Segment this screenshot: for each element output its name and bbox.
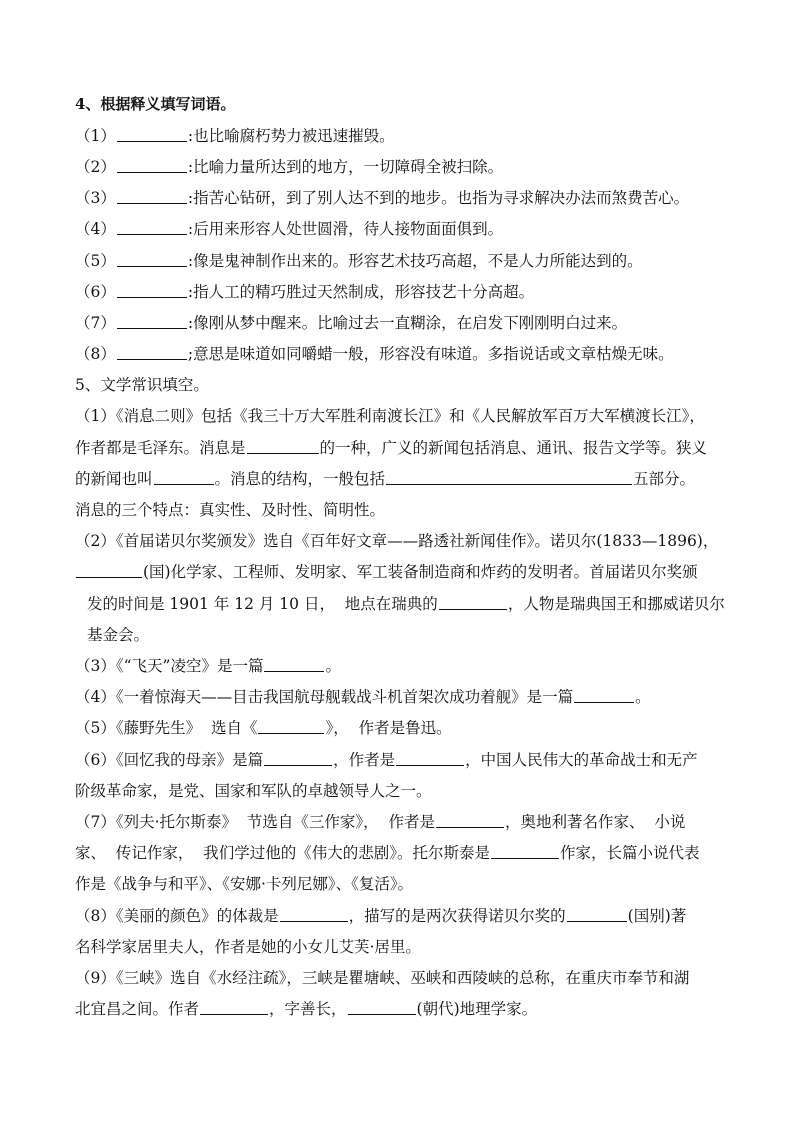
- answer-blank[interactable]: [396, 764, 464, 766]
- answer-blank[interactable]: [117, 233, 187, 235]
- answer-blank[interactable]: [280, 920, 348, 922]
- item-number: （3）: [75, 189, 116, 207]
- q5-line: （5）《藤野先生》 选自《 》， 作者是鲁迅。: [75, 719, 452, 737]
- q9-line-2: 北宜昌之间。作者 ，字善长， (朝代)地理学家。: [75, 1000, 538, 1018]
- answer-blank[interactable]: [247, 452, 319, 454]
- definition-item-2: [75, 152, 503, 184]
- q4-line: （4）《一着惊海天——目击我国航母舰载战斗机首架次成功着舰》是一篇 。: [75, 688, 651, 706]
- answer-blank[interactable]: [264, 764, 332, 766]
- definition-item-5: [75, 246, 643, 278]
- q9-line-1: （9）《三峡》选自《水经注疏》，三峡是瞿塘峡、巫峡和西陵峡的总称，在重庆市奉节和湖: [75, 969, 690, 987]
- q2-line-3: 发的时间是 1901 年 12 月 10 日， 地点在瑞典的 ，人物是瑞典国王和挪威诺贝尔: [87, 595, 725, 613]
- answer-blank[interactable]: [117, 296, 187, 298]
- q6-line-1: （6）《回忆我的母亲》是篇 ，作者是 ，中国人民伟大的革命战士和无产: [75, 751, 698, 769]
- answer-blank[interactable]: [574, 701, 634, 703]
- definition-text: :指人工的精巧胜过天然制成，形容技艺十分高超。: [187, 283, 535, 301]
- q3-line: （3）《“飞天”凌空》是一篇 。: [75, 657, 341, 675]
- item-number: （2）: [75, 158, 116, 176]
- q2-line-1: （2）《首届诺贝尔奖颁发》选自《百年好文章——路透社新闻佳作》。诺贝尔(1833—1896)，: [75, 532, 719, 550]
- definition-item-4: [75, 214, 503, 246]
- definition-text: :也比喻腐朽势力被迅速摧毁。: [187, 127, 395, 145]
- section-5-title: 5、文学常识填空。: [75, 376, 209, 394]
- definition-text: :比喻力量所达到的地方，一切障碍全被扫除。: [187, 158, 504, 176]
- answer-blank[interactable]: [258, 732, 324, 734]
- definition-item-3: [75, 183, 689, 215]
- answer-blank[interactable]: [117, 358, 187, 360]
- definition-text: :像是鬼神制作出来的。形容艺术技巧高超，不是人力所能达到的。: [187, 252, 643, 270]
- answer-blank[interactable]: [117, 327, 187, 329]
- item-number: （5）: [75, 252, 116, 270]
- q2-line-2: (国)化学家、工程师、发明家、军工装备制造商和炸药的发明者。首届诺贝尔奖颁: [75, 557, 698, 589]
- answer-blank[interactable]: [154, 483, 214, 485]
- definition-item-6: [75, 277, 534, 309]
- q1-line-1: （1）《消息二则》包括《我三十万大军胜利南渡长江》和《人民解放军百万大军横渡长江》，: [75, 407, 705, 425]
- answer-blank[interactable]: [348, 1013, 416, 1015]
- answer-blank[interactable]: [436, 826, 504, 828]
- answer-blank[interactable]: [491, 857, 559, 859]
- answer-blank[interactable]: [200, 1013, 268, 1015]
- q7-line-3: 作是《战争与和平》、《安娜·卡列尼娜》、《复活》。: [75, 875, 414, 893]
- q1-line-2: 作者都是毛泽东。消息是 的一种，广义的新闻包括消息、通讯、报告文学等。狭义: [75, 439, 708, 457]
- answer-blank[interactable]: [439, 608, 507, 610]
- answer-blank[interactable]: [117, 140, 187, 142]
- q7-line-2: 家、 传记作家， 我们学过他的《伟大的悲剧》。托尔斯泰是 作家，长篇小说代表: [75, 844, 700, 862]
- definition-text: :后用来形容人处世圆滑，待人接物面面俱到。: [187, 220, 504, 238]
- answer-blank[interactable]: [264, 670, 324, 672]
- q2-line-4: 基金会。: [87, 626, 150, 644]
- answer-blank[interactable]: [76, 576, 142, 578]
- item-number: （8）: [75, 345, 116, 363]
- item-number: （4）: [75, 220, 116, 238]
- q7-line-1: （7）《列夫·托尔斯泰》 节选自《三作家》， 作者是 ，奥地利著名作家、 小说: [75, 813, 686, 831]
- answer-blank[interactable]: [117, 265, 187, 267]
- q1-line-3: 的新闻也叫 。消息的结构，一般包括 五部分。: [75, 470, 696, 488]
- item-number: （6）: [75, 283, 116, 301]
- item-number: （1）: [75, 127, 116, 145]
- definition-item-7: [75, 308, 627, 340]
- q8-line-2: 名科学家居里夫人，作者是她的小女儿艾芙·居里。: [75, 938, 421, 956]
- definition-item-1: [75, 121, 395, 153]
- definition-text: ;意思是味道如同嚼蜡一般，形容没有味道。多指说话或文章枯燥无味。: [187, 345, 674, 363]
- q1-line-4: 消息的三个特点：真实性、及时性、简明性。: [75, 501, 386, 519]
- item-number: （7）: [75, 314, 116, 332]
- definition-item-8: [75, 339, 674, 371]
- q8-line-1: （8）《美丽的颜色》的体裁是 ，描写的是两次获得诺贝尔奖的 (国别)著: [75, 907, 687, 925]
- q6-line-2: 阶级革命家，是党、国家和军队的卓越领导人之一。: [75, 782, 432, 800]
- answer-blank[interactable]: [117, 202, 187, 204]
- answer-blank[interactable]: [386, 483, 632, 485]
- definition-text: :像刚从梦中醒来。比喻过去一直糊涂，在启发下刚刚明白过来。: [187, 314, 628, 332]
- definition-text: :指苦心钻研，到了别人达不到的地步。也指为寻求解决办法而煞费苦心。: [187, 189, 690, 207]
- section-4-title: 4、根据释义填写词语。: [75, 95, 236, 113]
- answer-blank[interactable]: [117, 171, 187, 173]
- answer-blank[interactable]: [567, 920, 627, 922]
